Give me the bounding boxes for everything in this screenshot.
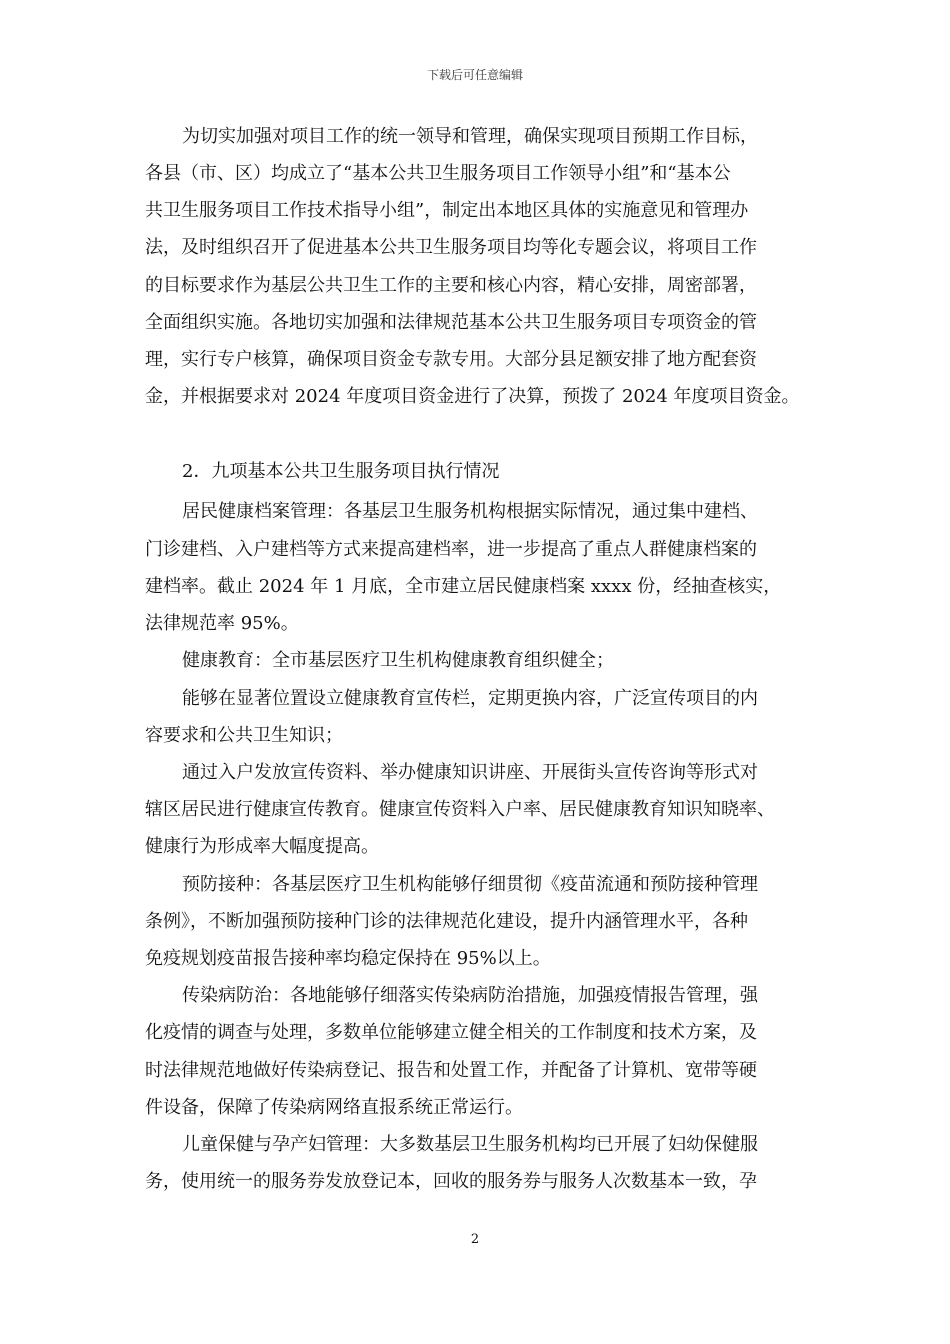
page-number: 2 xyxy=(470,1232,480,1247)
text-line: 容要求和公共卫生知识； xyxy=(145,725,343,746)
text-line: 健康教育：全市基层医疗卫生机构健康教育组织健全； xyxy=(182,650,614,671)
text-line: 条例》，不断加强预防接种门诊的法律规范化建设，提升内涵管理水平，各种 xyxy=(145,911,748,932)
text-line: 门诊建档、入户建档等方式来提高建档率，进一步提高了重点人群健康档案的 xyxy=(145,539,757,560)
text-line: 的目标要求作为基层公共卫生工作的主要和核心内容，精心安排，周密部署， xyxy=(145,275,757,296)
text-line: 法，及时组织召开了促进基本公共卫生服务项目均等化专题会议，将项目工作 xyxy=(145,237,757,258)
text-line: 传染病防治：各地能够仔细落实传染病防治措施，加强疫情报告管理，强 xyxy=(182,985,758,1006)
text-line: 辖区居民进行健康宣传教育。健康宣传资料入户率、居民健康教育知识知晓率、 xyxy=(145,799,775,820)
text-line: 免疫规划疫苗报告接种率均稳定保持在 95%以上。 xyxy=(145,948,551,969)
text-line: 务，使用统一的服务券发放登记本，回收的服务券与服务人次数基本一致，孕 xyxy=(145,1171,757,1192)
text-line: 法律规范率 95%。 xyxy=(145,613,299,634)
text-line: 件设备，保障了传染病网络直报系统正常运行。 xyxy=(145,1097,523,1118)
text-line: 通过入户发放宣传资料、举办健康知识讲座、开展街头宣传咨询等形式对 xyxy=(182,762,758,783)
text-line: 能够在显著位置设立健康教育宣传栏，定期更换内容，广泛宣传项目的内 xyxy=(182,688,758,709)
text-line: 理，实行专户核算，确保项目资金专款专用。大部分县足额安排了地方配套资 xyxy=(145,349,757,370)
text-line: 全面组织实施。各地切实加强和法律规范基本公共卫生服务项目专项资金的管 xyxy=(145,312,757,333)
text-line: 健康行为形成率大幅度提高。 xyxy=(145,836,379,857)
text-line: 预防接种：各基层医疗卫生机构能够仔细贯彻《疫苗流通和预防接种管理 xyxy=(182,874,758,895)
text-line: 各县（市、区）均成立了“基本公共卫生服务项目工作领导小组”和“基本公 xyxy=(145,163,731,184)
section-heading: 2．九项基本公共卫生服务项目执行情况 xyxy=(182,461,500,482)
text-line: 时法律规范地做好传染病登记、报告和处置工作，并配备了计算机、宽带等硬 xyxy=(145,1060,757,1081)
text-line: 化疫情的调查与处理，多数单位能够建立健全相关的工作制度和技术方案，及 xyxy=(145,1022,757,1043)
text-line: 金，并根据要求对 2024 年度项目资金进行了决算，预拨了 2024 年度项目资金。 xyxy=(145,386,800,407)
text-line: 建档率。截止 2024 年 1 月底，全市建立居民健康档案 xxxx 份，经抽查核实， xyxy=(145,576,782,597)
text-line: 共卫生服务项目工作技术指导小组”，制定出本地区具体的实施意见和管理办 xyxy=(145,200,749,221)
text-line: 居民健康档案管理：各基层卫生服务机构根据实际情况，通过集中建档、 xyxy=(182,501,758,522)
page-header: 下载后可任意编辑 xyxy=(426,68,523,82)
text-line: 儿童保健与孕产妇管理：大多数基层卫生服务机构均已开展了妇幼保健服 xyxy=(182,1134,758,1155)
text-line: 为切实加强对项目工作的统一领导和管理，确保实现项目预期工作目标， xyxy=(182,126,758,147)
